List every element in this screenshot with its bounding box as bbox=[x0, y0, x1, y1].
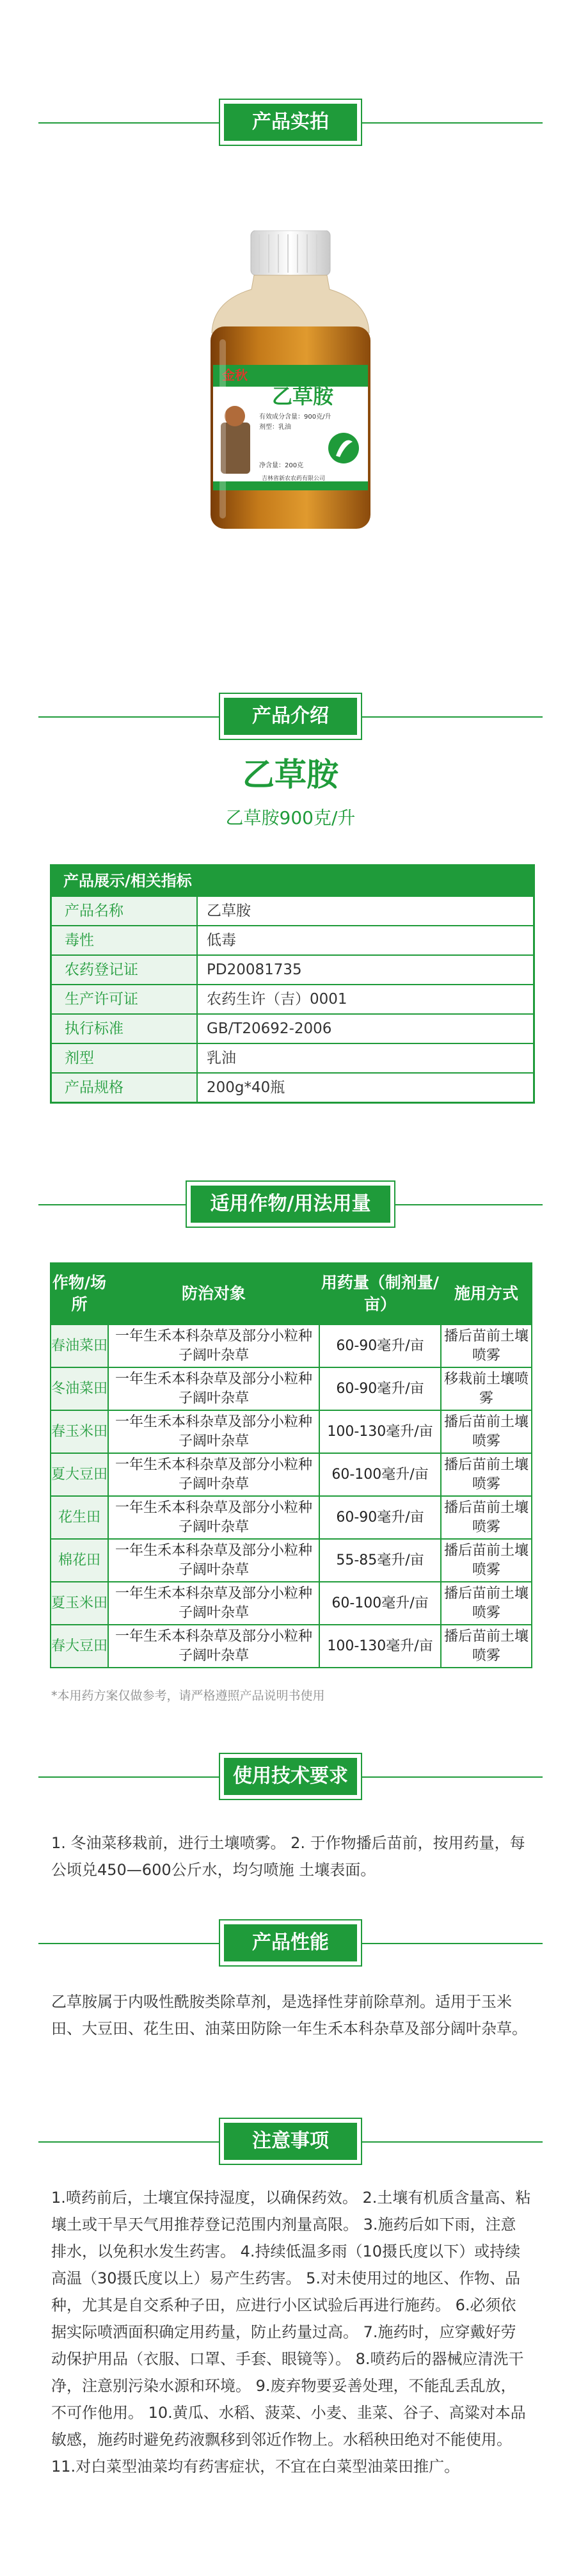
spec-row bbox=[52, 1072, 533, 1102]
usage-crop: 春油菜田 bbox=[51, 1324, 108, 1367]
spec-value: PD20081735 bbox=[207, 962, 302, 978]
section-title-photo-label: 产品实拍 bbox=[252, 111, 329, 133]
spec-row bbox=[52, 896, 533, 925]
product-bottle-image bbox=[208, 230, 373, 531]
spec-value: 乙草胺 bbox=[207, 903, 251, 919]
usage-target: 一年生禾本科杂草及部分小粒种子阔叶杂草 bbox=[108, 1496, 319, 1539]
usage-row bbox=[51, 1324, 532, 1367]
bottle-formulation: 剂型：乳油 bbox=[259, 424, 291, 431]
section-title-performance-label: 产品性能 bbox=[252, 1931, 329, 1954]
usage-row bbox=[51, 1625, 532, 1668]
usage-method: 播后苗前土壤喷雾 bbox=[441, 1539, 532, 1582]
usage-row bbox=[51, 1410, 532, 1453]
usage-target: 一年生禾本科杂草及部分小粒种子阔叶杂草 bbox=[108, 1625, 319, 1668]
usage-dose: 55-85毫升/亩 bbox=[319, 1539, 441, 1582]
usage-crop: 冬油菜田 bbox=[51, 1367, 108, 1410]
usage-method: 播后苗前土壤喷雾 bbox=[441, 1496, 532, 1539]
usage-method: 播后苗前土壤喷雾 bbox=[441, 1324, 532, 1367]
section-title-caution bbox=[0, 2106, 581, 2177]
usage-crop: 棉花田 bbox=[51, 1539, 108, 1582]
usage-row bbox=[51, 1496, 532, 1539]
section-title-photo bbox=[0, 87, 581, 157]
usage-method: 播后苗前土壤喷雾 bbox=[441, 1582, 532, 1625]
section-title-usage-label: 适用作物/用法用量 bbox=[210, 1193, 371, 1215]
spec-key: 产品规格 bbox=[52, 1074, 198, 1102]
usage-method: 播后苗前土壤喷雾 bbox=[441, 1410, 532, 1453]
usage-crop: 春玉米田 bbox=[51, 1410, 108, 1453]
usage-dose: 100-130毫升/亩 bbox=[319, 1625, 441, 1668]
spec-value: 200g*40瓶 bbox=[207, 1079, 285, 1096]
spec-row bbox=[52, 954, 533, 984]
usage-header-row bbox=[51, 1263, 532, 1324]
usage-header-method: 施用方式 bbox=[441, 1263, 532, 1324]
bottle-ingredient: 有效成分含量：900克/升 bbox=[259, 414, 331, 421]
usage-row bbox=[51, 1582, 532, 1625]
usage-row bbox=[51, 1367, 532, 1410]
usage-target: 一年生禾本科杂草及部分小粒种子阔叶杂草 bbox=[108, 1582, 319, 1625]
spec-key: 生产许可证 bbox=[52, 985, 198, 1013]
section-title-technique bbox=[0, 1741, 581, 1812]
usage-dose: 60-100毫升/亩 bbox=[319, 1582, 441, 1625]
usage-dose: 60-90毫升/亩 bbox=[319, 1367, 441, 1410]
usage-crop: 花生田 bbox=[51, 1496, 108, 1539]
spec-key: 农药登记证 bbox=[52, 956, 198, 984]
spec-value: 农药生许（吉）0001 bbox=[207, 991, 347, 1008]
usage-target: 一年生禾本科杂草及部分小粒种子阔叶杂草 bbox=[108, 1453, 319, 1496]
usage-crop: 夏大豆田 bbox=[51, 1453, 108, 1496]
spec-row bbox=[52, 1013, 533, 1043]
usage-table bbox=[50, 1262, 532, 1668]
product-subtitle: 乙草胺900克/升 bbox=[225, 807, 356, 828]
usage-target: 一年生禾本科杂草及部分小粒种子阔叶杂草 bbox=[108, 1539, 319, 1582]
spec-key: 剂型 bbox=[52, 1044, 198, 1072]
technique-text: 1. 冬油菜移栽前，进行土壤喷雾。 2. 于作物播后苗前，按用药量，每公顷兑450—600公斤水，均匀喷施 土壤表面。 bbox=[51, 1834, 525, 1879]
bottle-name: 乙草胺 bbox=[272, 384, 334, 408]
usage-row bbox=[51, 1453, 532, 1496]
section-title-performance bbox=[0, 1908, 581, 1978]
spec-row bbox=[52, 925, 533, 954]
section-title-technique-label: 使用技术要求 bbox=[233, 1765, 348, 1787]
section-title-usage bbox=[0, 1169, 581, 1239]
usage-header-dose: 用药量（制剂量/亩） bbox=[319, 1263, 441, 1324]
usage-target: 一年生禾本科杂草及部分小粒种子阔叶杂草 bbox=[108, 1367, 319, 1410]
usage-method: 播后苗前土壤喷雾 bbox=[441, 1625, 532, 1668]
spec-value: GB/T20692-2006 bbox=[207, 1020, 332, 1037]
usage-target: 一年生禾本科杂草及部分小粒种子阔叶杂草 bbox=[108, 1324, 319, 1367]
section-title-intro bbox=[0, 681, 581, 752]
spec-row bbox=[52, 1043, 533, 1072]
usage-row bbox=[51, 1539, 532, 1582]
usage-note: *本用药方案仅做参考，请严格遵照产品说明书使用 bbox=[51, 1689, 325, 1703]
usage-method: 播后苗前土壤喷雾 bbox=[441, 1453, 532, 1496]
usage-dose: 60-100毫升/亩 bbox=[319, 1453, 441, 1496]
usage-method: 移栽前土壤喷雾 bbox=[441, 1367, 532, 1410]
bottle-brand: 金秋 bbox=[222, 367, 248, 383]
performance-text: 乙草胺属于内吸性酰胺类除草剂，是选择性芽前除草剂。适用于玉米田、大豆田、花生田、油菜田防除一年生禾本科杂草及部分阔叶杂草。 bbox=[51, 1993, 527, 2038]
usage-header-crop: 作物/场所 bbox=[51, 1263, 108, 1324]
bottle-net: 净含量：200克 bbox=[259, 462, 304, 469]
spec-key: 毒性 bbox=[52, 926, 198, 954]
section-title-intro-label: 产品介绍 bbox=[252, 705, 329, 727]
spec-table-header: 产品展示/相关指标 bbox=[52, 866, 533, 896]
usage-crop: 春大豆田 bbox=[51, 1625, 108, 1668]
spec-key: 产品名称 bbox=[52, 897, 198, 925]
spec-value: 乳油 bbox=[207, 1050, 236, 1067]
usage-dose: 60-90毫升/亩 bbox=[319, 1496, 441, 1539]
usage-dose: 60-90毫升/亩 bbox=[319, 1324, 441, 1367]
bottle-maker: 吉林省新农农药有限公司 bbox=[262, 476, 326, 482]
spec-key: 执行标准 bbox=[52, 1015, 198, 1043]
product-title: 乙草胺 bbox=[243, 756, 338, 793]
usage-header-target: 防治对象 bbox=[108, 1263, 319, 1324]
section-title-caution-label: 注意事项 bbox=[252, 2130, 329, 2152]
spec-row bbox=[52, 984, 533, 1013]
spec-table bbox=[50, 864, 535, 1104]
usage-dose: 100-130毫升/亩 bbox=[319, 1410, 441, 1453]
usage-crop: 夏玉米田 bbox=[51, 1582, 108, 1625]
caution-text: 1.喷药前后，土壤宜保持湿度，以确保药效。 2.土壤有机质含量高、粘壤土或干旱天气用推荐登记范围内剂量高限。 3.施药后如下雨，注意排水，以免积水发生药害。 4.持续低温多雨（10摄氏度以下）或持续高温（30摄氏度以上）易产生药害。 5.对未使用过的地区、作物、品种，尤其是自交系种子田，应进行小区试验后再进行施药。 6.必须依据实际喷洒面积确定用药量，防止药量过高。 7.施药时，应穿戴好劳动保护用品（衣服、口罩、手套、眼镜等）。 8.喷药后的器械应清洗干净，注意别污染水源和环境。 9.废弃物要妥善处理，不能乱丢乱放，不可作他用。 10.黄瓜、水稻、菠菜、小麦、韭菜、谷子、高粱对本品敏感，施药时避免药液飘移到邻近作物上。水稻秧田绝对不能使用。 11.对白菜型油菜均有药害症状，不宜在白菜型油菜田推广。 bbox=[51, 2189, 531, 2475]
spec-value: 低毒 bbox=[207, 932, 236, 949]
usage-target: 一年生禾本科杂草及部分小粒种子阔叶杂草 bbox=[108, 1410, 319, 1453]
